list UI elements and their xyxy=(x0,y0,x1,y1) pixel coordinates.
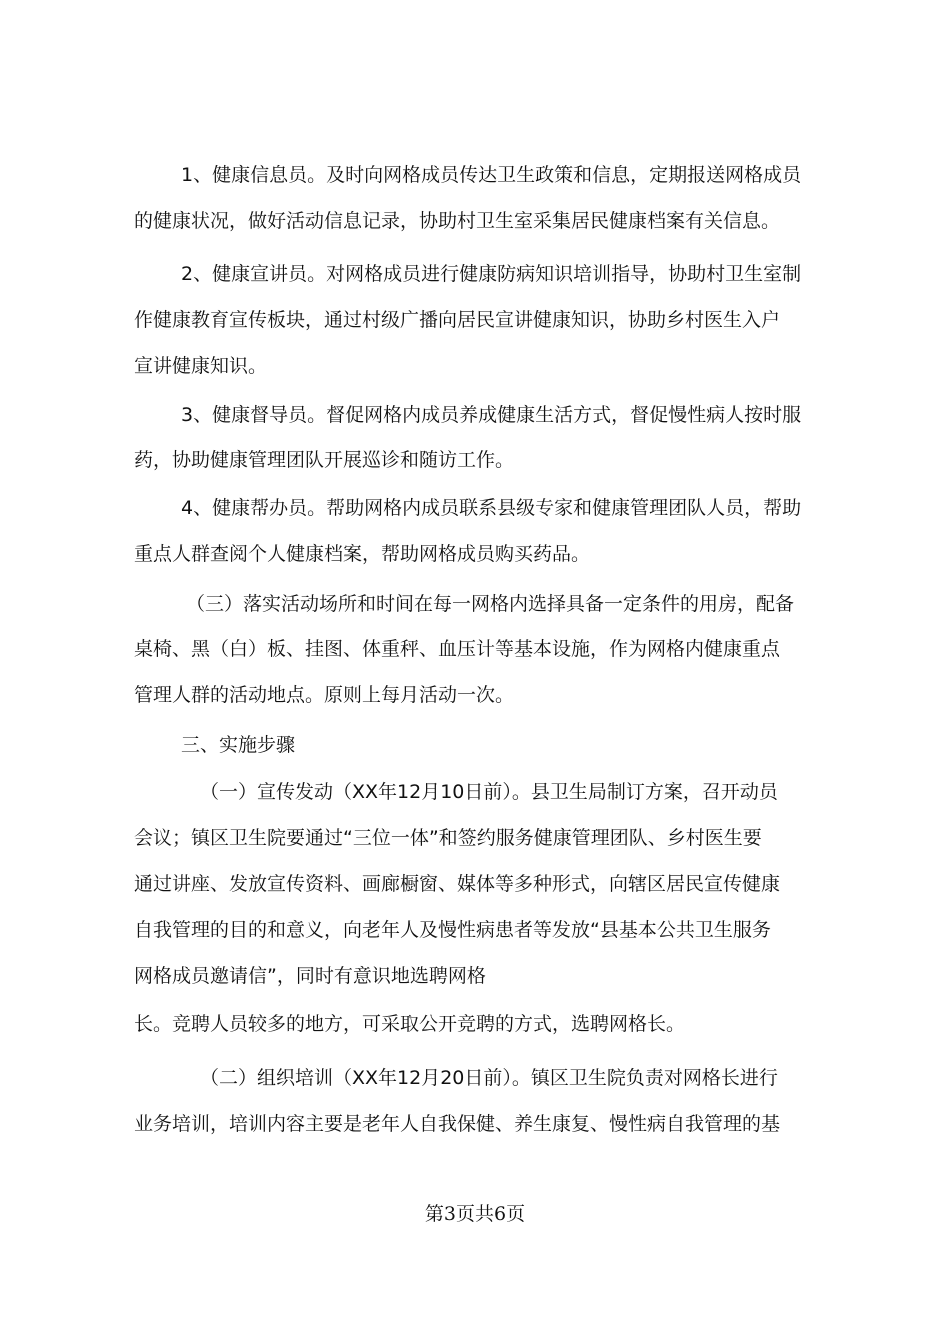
paragraph-line: 长。竞聘人员较多的地方，可采取公开竞聘的方式，选聘网格长。 xyxy=(134,1013,686,1035)
paragraph-line: （三）落实活动场所和时间在每一网格内选择具备一定条件的用房，配备 xyxy=(186,593,795,615)
paragraph-line: 宣讲健康知识。 xyxy=(134,355,268,377)
paragraph-line: 2、健康宣讲员。对网格成员进行健康防病知识培训指导，协助村卫生室制 xyxy=(181,263,802,285)
paragraph-line: 药，协助健康管理团队开展巡诊和随访工作。 xyxy=(134,449,515,471)
paragraph-line: 自我管理的目的和意义，向老年人及慢性病患者等发放“县基本公共卫生服务 xyxy=(134,919,771,941)
paragraph-line: 通过讲座、发放宣传资料、画廊橱窗、媒体等多种形式，向辖区居民宣传健康 xyxy=(134,873,781,895)
paragraph-line: 4、健康帮办员。帮助网格内成员联系县级专家和健康管理团队人员，帮助 xyxy=(181,497,802,519)
section-heading: 三、实施步骤 xyxy=(181,734,296,756)
page-number: 第3页共6页 xyxy=(424,1203,526,1225)
paragraph-line: 管理人群的活动地点。原则上每月活动一次。 xyxy=(134,684,515,706)
paragraph-line: （二）组织培训（XX年12月20日前）。镇区卫生院负责对网格长进行 xyxy=(200,1067,778,1089)
paragraph-line: 网格成员邀请信”，同时有意识地选聘网格 xyxy=(134,965,486,987)
paragraph-line: 重点人群查阅个人健康档案，帮助网格成员购买药品。 xyxy=(134,543,591,565)
paragraph-line: 作健康教育宣传板块，通过村级广播向居民宣讲健康知识，协助乡村医生入户 xyxy=(134,309,781,331)
paragraph-line: 1、健康信息员。及时向网格成员传达卫生政策和信息，定期报送网格成员 xyxy=(181,164,802,186)
paragraph-line: （一）宣传发动（XX年12月10日前）。县卫生局制订方案，召开动员 xyxy=(200,781,778,803)
paragraph-line: 业务培训，培训内容主要是老年人自我保健、养生康复、慢性病自我管理的基 xyxy=(134,1113,781,1135)
paragraph-line: 桌椅、黑（白）板、挂图、体重秤、血压计等基本设施，作为网格内健康重点 xyxy=(134,638,781,660)
paragraph-line: 3、健康督导员。督促网格内成员养成健康生活方式，督促慢性病人按时服 xyxy=(181,404,802,426)
paragraph-line: 的健康状况，做好活动信息记录，协助村卫生室采集居民健康档案有关信息。 xyxy=(134,210,781,232)
paragraph-line: 会议；镇区卫生院要通过“三位一体”和签约服务健康管理团队、乡村医生要 xyxy=(134,827,762,849)
